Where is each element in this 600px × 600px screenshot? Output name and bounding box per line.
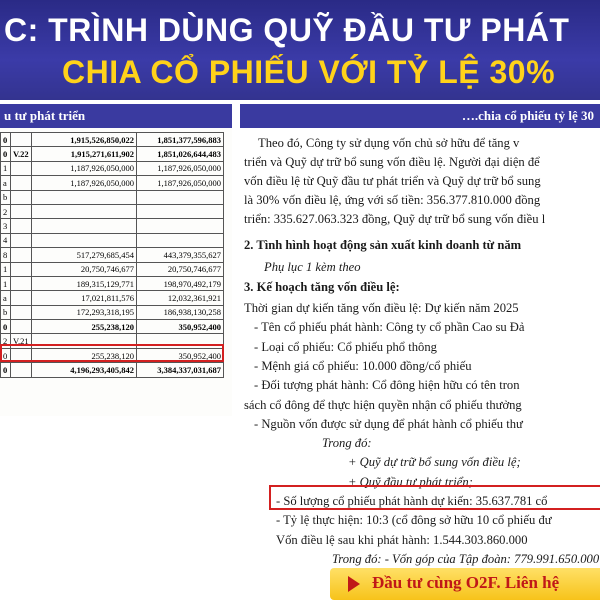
table-row	[1, 305, 224, 319]
table-row	[1, 276, 224, 290]
table-cell: 1,915,526,850,022	[32, 133, 137, 147]
banner-title-line2: CHIA CỔ PHIẾU VỚI TỶ LỆ 30%	[62, 54, 556, 90]
document-line: 2. Tình hình hoạt động sản xuất kinh doanh từ năm	[244, 238, 522, 252]
table-row	[1, 262, 224, 276]
table-cell	[32, 233, 137, 247]
table-cell	[137, 233, 224, 247]
table-cell	[11, 233, 32, 247]
document-line: - Đối tượng phát hành: Cổ đông hiện hữu có tên tron	[254, 378, 520, 393]
table-cell	[11, 291, 32, 305]
table-row	[1, 176, 224, 190]
document-line: - Loại cổ phiếu: Cổ phiếu phổ thông	[254, 339, 437, 354]
table-cell: 517,279,685,454	[32, 248, 137, 262]
table-cell: 255,238,120	[32, 320, 137, 334]
document-line: triển và Quỹ dự trữ bổ sung vốn điều lệ. Người đại diện để	[244, 154, 540, 169]
table-cell	[11, 161, 32, 175]
table-cell: 0	[1, 320, 11, 334]
table-cell: V.22	[11, 147, 32, 161]
table-cell: 350,952,400	[137, 320, 224, 334]
document-line: - Mệnh giá cổ phiếu: 10.000 đồng/cổ phiếu	[254, 358, 472, 373]
document-line: Vốn điều lệ sau khi phát hành: 1.544.303.860.000	[276, 532, 528, 547]
table-cell: V.21	[11, 334, 32, 348]
table-cell: 0	[1, 133, 11, 147]
table-cell: 3	[1, 219, 11, 233]
table-cell: 4	[1, 233, 11, 247]
table-cell: 255,238,120	[32, 348, 137, 362]
table-cell: 1,187,926,050,000	[32, 161, 137, 175]
table-cell: 20,750,746,677	[137, 262, 224, 276]
table-row	[1, 248, 224, 262]
document-line: Trong đó: - Vốn góp của Tập đoàn: 779.991.650.000	[332, 551, 600, 566]
table-cell: 350,952,400	[137, 348, 224, 362]
document-panel	[240, 104, 600, 572]
table-cell: 1,851,377,596,883	[137, 133, 224, 147]
table-cell	[11, 248, 32, 262]
cta-label: Đầu tư cùng O2F. Liên hệ	[372, 573, 560, 592]
table-cell	[11, 276, 32, 290]
table-cell: 2	[1, 334, 11, 348]
table-cell: a	[1, 176, 11, 190]
table-cell: 1	[1, 276, 11, 290]
financial-table-panel	[0, 104, 232, 416]
table-cell: 1,187,926,050,000	[137, 161, 224, 175]
table-cell: 172,293,318,195	[32, 305, 137, 319]
document-line: + Quỹ đầu tư phát triển;	[348, 474, 473, 489]
table-row	[1, 190, 224, 204]
table-cell: 1	[1, 262, 11, 276]
document-line: Thời gian dự kiến tăng vốn điều lệ: Dự kiến năm 2025	[244, 301, 519, 315]
document-line: - Nguồn vốn được sử dụng để phát hành cổ phiếu thư	[254, 416, 523, 431]
table-cell: 1,187,926,050,000	[32, 176, 137, 190]
table-cell: 186,938,130,258	[137, 305, 224, 319]
table-cell	[32, 219, 137, 233]
table-cell: 0	[1, 348, 11, 362]
document-line: - Tỷ lệ thực hiện: 10:3 (cổ đông sở hữu 10 cổ phiếu đư	[276, 513, 552, 528]
document-header: ….chia cổ phiếu tỷ lệ 30	[240, 104, 600, 128]
table-cell: 1,851,026,644,483	[137, 147, 224, 161]
table-cell	[11, 204, 32, 218]
table-cell: 17,021,811,576	[32, 291, 137, 305]
document-line: Theo đó, Công ty sử dụng vốn chủ sở hữu để tăng v	[258, 136, 520, 150]
table-cell	[11, 219, 32, 233]
table-cell	[11, 305, 32, 319]
table-cell: 0	[1, 363, 11, 377]
document-line: sách cổ đông để thực hiện quyền nhận cổ phiếu thưởng	[244, 397, 522, 412]
financial-table	[0, 132, 224, 378]
table-cell	[11, 320, 32, 334]
document-line: 3. Kế hoạch tăng vốn điều lệ:	[244, 280, 400, 294]
document-line: triển: 335.627.063.323 đồng, Quỹ dự trữ bổ sung vốn điều l	[244, 211, 546, 226]
table-cell: 1,915,271,611,902	[32, 147, 137, 161]
table-row	[1, 320, 224, 334]
table-cell	[32, 190, 137, 204]
table-cell: a	[1, 291, 11, 305]
table-cell: 0	[1, 147, 11, 161]
table-cell: 12,032,361,921	[137, 291, 224, 305]
document-line: - Số lượng cổ phiếu phát hành dự kiến: 35.637.781 cổ	[276, 494, 548, 508]
table-cell	[11, 133, 32, 147]
document-line: + Quỹ dự trữ bổ sung vốn điều lệ;	[348, 455, 521, 470]
table-cell: 1	[1, 161, 11, 175]
table-cell: 1,187,926,050,000	[137, 176, 224, 190]
table-cell	[137, 190, 224, 204]
highlight-box-ratio	[269, 485, 600, 510]
document-line: - Tên cổ phiếu phát hành: Công ty cổ phần Cao su Đả	[254, 320, 525, 335]
table-cell: b	[1, 305, 11, 319]
table-cell: 189,315,129,771	[32, 276, 137, 290]
contact-cta-button[interactable]	[330, 568, 600, 600]
table-row	[1, 233, 224, 247]
table-cell: 443,379,355,627	[137, 248, 224, 262]
table-cell: 198,970,492,179	[137, 276, 224, 290]
table-cell: 2	[1, 204, 11, 218]
table-row	[1, 161, 224, 175]
table-row	[1, 147, 224, 161]
table-cell	[11, 262, 32, 276]
table-cell	[32, 204, 137, 218]
table-row	[1, 291, 224, 305]
table-cell	[137, 204, 224, 218]
table-cell: 4,196,293,405,842	[32, 363, 137, 377]
table-cell	[11, 176, 32, 190]
table-cell	[11, 363, 32, 377]
table-cell: 8	[1, 248, 11, 262]
banner-title-line1: C: TRÌNH DÙNG QUỸ ĐẦU TƯ PHÁT	[4, 12, 570, 48]
table-row	[1, 204, 224, 218]
table-cell: 3,384,337,031,687	[137, 363, 224, 377]
play-arrow-icon	[348, 576, 360, 592]
table-cell: 20,750,746,677	[32, 262, 137, 276]
table-cell	[11, 190, 32, 204]
title-banner	[0, 0, 600, 100]
table-row	[1, 363, 224, 377]
table-row	[1, 133, 224, 147]
table-cell	[137, 219, 224, 233]
document-line: Trong đó:	[322, 436, 372, 451]
document-line: Phụ lục 1 kèm theo	[264, 260, 361, 274]
document-line: vốn điều lệ từ Quỹ đầu tư phát triển và Quỹ dự trữ bổ sung	[244, 173, 541, 188]
document-line: là 30% vốn điều lệ, ứng với số tiền: 356.377.810.000 đồng	[244, 192, 541, 207]
highlight-box-table-row	[0, 344, 224, 362]
table-cell: b	[1, 190, 11, 204]
financial-table-header: u tư phát triển	[0, 104, 232, 128]
table-row	[1, 219, 224, 233]
